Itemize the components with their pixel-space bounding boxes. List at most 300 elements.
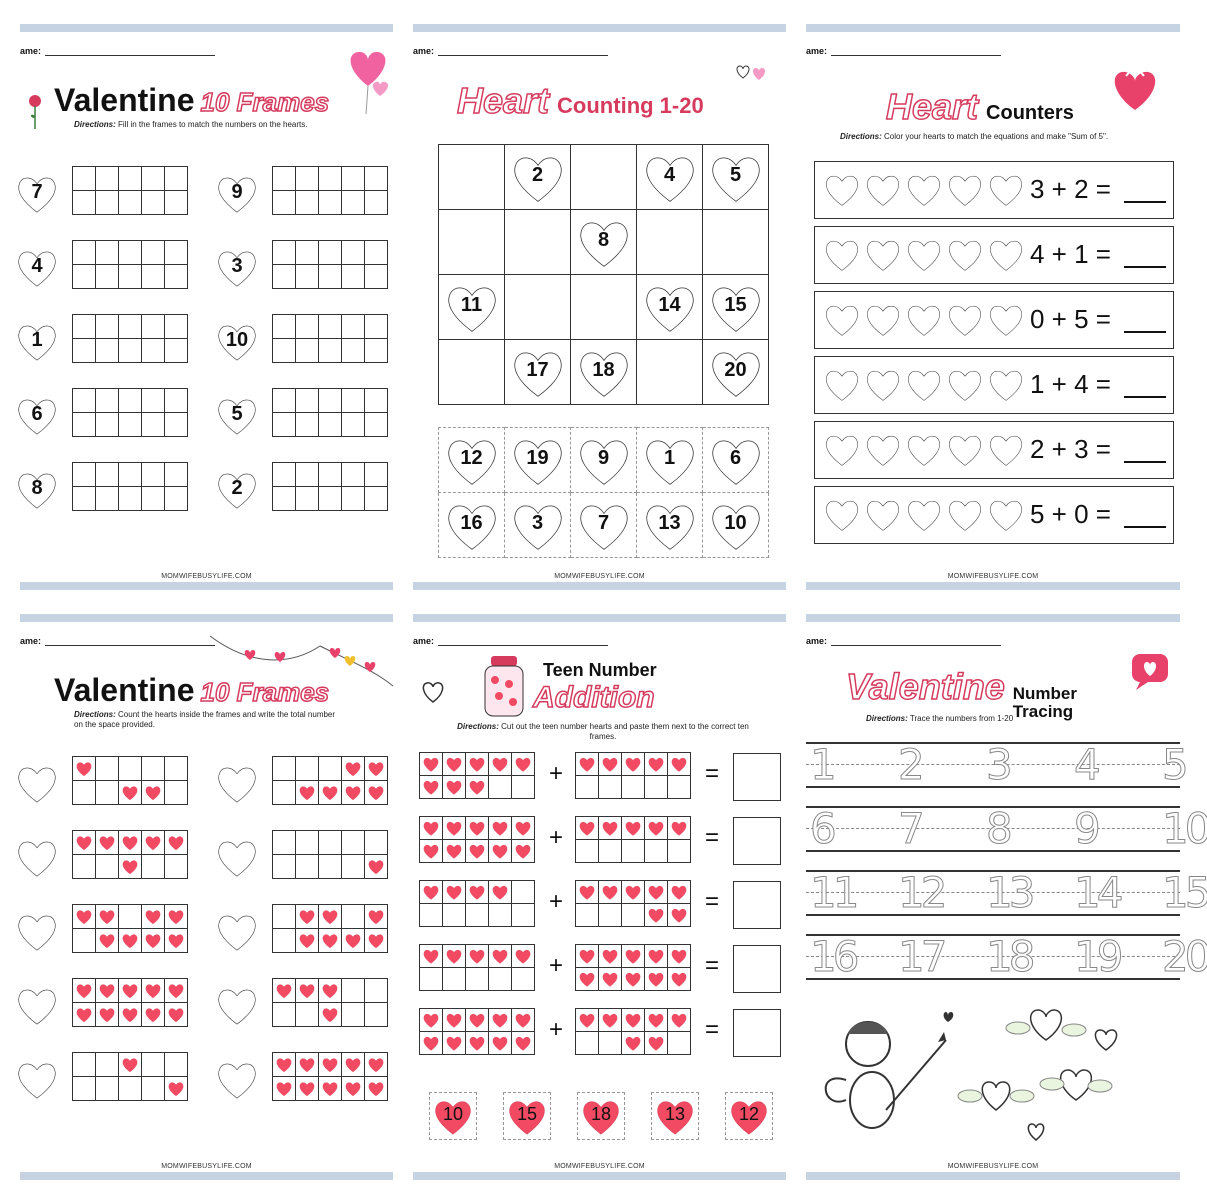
colorable-heart-icon[interactable] xyxy=(904,301,944,337)
cutout-number: 6 xyxy=(729,447,742,469)
filled-heart-icon xyxy=(445,778,463,796)
title-valentine: Valentine xyxy=(54,672,195,708)
directions xyxy=(74,710,344,730)
plus-sign: + xyxy=(549,888,564,915)
filled-heart-icon xyxy=(121,857,139,876)
colorable-heart-icon[interactable] xyxy=(822,301,862,337)
filled-heart-icon xyxy=(647,1034,665,1052)
answer-blank[interactable] xyxy=(1124,526,1166,528)
filled-heart-icon xyxy=(578,819,596,837)
directions xyxy=(74,120,374,130)
ten-frame xyxy=(575,880,691,927)
filled-heart-icon xyxy=(144,1005,162,1024)
filled-heart-icon xyxy=(121,1005,139,1024)
answer-box[interactable] xyxy=(733,817,781,865)
title-heart: Heart xyxy=(457,80,550,121)
cutout-number: 3 xyxy=(531,512,544,534)
filled-heart-icon xyxy=(601,819,619,837)
tracing-number[interactable]: 11 xyxy=(810,868,856,917)
filled-heart-icon xyxy=(98,931,116,950)
equation-text: 1 + 4 = xyxy=(1030,369,1111,399)
filled-heart-icon xyxy=(344,759,362,778)
filled-heart-icon xyxy=(121,1055,139,1074)
number-grid xyxy=(438,144,769,405)
ten-frame xyxy=(72,830,188,879)
filled-heart-icon xyxy=(275,981,293,1000)
filled-heart-icon xyxy=(670,755,688,773)
filled-heart-icon xyxy=(670,906,688,924)
filled-heart-icon xyxy=(75,759,93,778)
colorable-heart-icon[interactable] xyxy=(822,431,862,467)
filled-heart-icon xyxy=(144,981,162,1000)
colorable-heart-icon[interactable] xyxy=(822,236,862,272)
tracing-number[interactable]: 10 xyxy=(1162,804,1207,853)
filled-heart-icon xyxy=(670,947,688,965)
filled-heart-icon xyxy=(275,1079,293,1098)
ten-frame xyxy=(272,240,388,289)
answer-blank[interactable] xyxy=(1124,266,1166,268)
filled-heart-icon xyxy=(422,883,440,901)
footer: MOMWIFEBUSYLIFE.COM xyxy=(161,1163,252,1170)
colorable-heart-icon[interactable] xyxy=(986,366,1026,402)
heart-number: 2 xyxy=(231,477,243,499)
filled-heart-icon xyxy=(167,907,185,926)
heart-jar-icon xyxy=(479,654,529,720)
bottom-bar xyxy=(20,1172,393,1180)
directions-label: Directions: xyxy=(457,722,499,731)
grid-number: 11 xyxy=(460,294,483,316)
outline-heart-icon xyxy=(419,680,447,704)
colorable-heart-icon[interactable] xyxy=(986,301,1026,337)
directions-text: Trace the numbers from 1-20 xyxy=(909,714,1014,723)
ten-frame xyxy=(575,944,691,991)
top-bar xyxy=(806,614,1180,622)
answer-heart-icon[interactable] xyxy=(14,1058,60,1100)
colorable-heart-icon[interactable] xyxy=(863,496,903,532)
colorable-heart-icon[interactable] xyxy=(904,366,944,402)
filled-heart-icon xyxy=(514,1011,532,1029)
colorable-heart-icon[interactable] xyxy=(863,366,903,402)
directions-text: Color your hearts to match the equations and make "Sum of 5". xyxy=(884,132,1109,141)
bottom-bar xyxy=(413,582,786,590)
filled-heart-icon xyxy=(647,947,665,965)
filled-heart-icon xyxy=(445,1034,463,1052)
filled-heart-icon xyxy=(468,819,486,837)
tracing-number[interactable]: 6 xyxy=(810,804,837,853)
filled-heart-icon xyxy=(422,755,440,773)
filled-heart-icon xyxy=(468,1011,486,1029)
name-label: ame: xyxy=(20,46,42,56)
answer-heart-icon[interactable] xyxy=(214,836,260,878)
heart-number: 10 xyxy=(225,329,249,351)
footer: MOMWIFEBUSYLIFE.COM xyxy=(947,1163,1039,1170)
tracing-number[interactable]: 15 xyxy=(1162,868,1207,917)
answer-heart-icon[interactable] xyxy=(14,910,60,952)
title-counting: Counting 1-20 xyxy=(557,93,704,118)
colorable-heart-icon[interactable] xyxy=(904,431,944,467)
filled-heart-icon xyxy=(344,1055,362,1074)
grid-number: 20 xyxy=(724,359,747,381)
equation-text: 0 + 5 = xyxy=(1030,304,1111,334)
tracing-number[interactable]: 12 xyxy=(898,868,944,917)
answer-heart-icon[interactable] xyxy=(214,762,260,804)
filled-heart-icon xyxy=(121,783,139,802)
filled-heart-icon xyxy=(468,883,486,901)
filled-heart-icon xyxy=(98,833,116,852)
filled-heart-icon xyxy=(647,819,665,837)
colorable-heart-icon[interactable] xyxy=(863,236,903,272)
ten-frame xyxy=(419,816,535,863)
directions-text: Fill in the frames to match the numbers on the hearts. xyxy=(118,120,308,129)
footer: MOMWIFEBUSYLIFE.COM xyxy=(554,573,645,580)
ten-frame xyxy=(272,756,388,805)
ten-frame xyxy=(72,314,188,363)
grid-number: 2 xyxy=(531,164,544,186)
filled-heart-icon xyxy=(298,1079,316,1098)
bottom-bar xyxy=(806,1172,1180,1180)
top-bar xyxy=(20,614,393,622)
colorable-heart-icon[interactable] xyxy=(822,171,862,207)
filled-heart-icon xyxy=(601,1011,619,1029)
filled-heart-icon xyxy=(514,947,532,965)
filled-heart-icon xyxy=(167,1005,185,1024)
filled-heart-icon xyxy=(468,842,486,860)
filled-heart-icon xyxy=(491,819,509,837)
bottom-bar xyxy=(413,1172,786,1180)
ten-frame xyxy=(419,880,535,927)
tracing-number[interactable]: 16 xyxy=(810,932,856,981)
name-field xyxy=(413,636,608,646)
filled-heart-icon xyxy=(491,1011,509,1029)
filled-heart-icon xyxy=(344,783,362,802)
cutout-number: 1 xyxy=(663,447,676,469)
filled-heart-icon xyxy=(167,931,185,950)
filled-heart-icon xyxy=(647,883,665,901)
worksheet-valentine-number-tracing xyxy=(806,614,1207,1180)
top-bar xyxy=(806,24,1180,32)
filled-heart-icon xyxy=(578,970,596,988)
filled-heart-icon xyxy=(578,883,596,901)
filled-heart-icon xyxy=(167,981,185,1000)
title-teen-number: Teen Number xyxy=(543,660,657,680)
filled-heart-icon xyxy=(670,883,688,901)
equals-sign: = xyxy=(705,760,720,787)
filled-heart-icon xyxy=(422,1034,440,1052)
filled-heart-icon xyxy=(624,883,642,901)
filled-heart-icon xyxy=(445,883,463,901)
filled-heart-icon xyxy=(670,819,688,837)
filled-heart-icon xyxy=(624,755,642,773)
name-field xyxy=(20,636,215,646)
footer: MOMWIFEBUSYLIFE.COM xyxy=(161,573,252,580)
worksheet-heart-counting xyxy=(413,24,786,590)
filled-heart-icon xyxy=(514,819,532,837)
answer-blank[interactable] xyxy=(1124,201,1166,203)
filled-heart-icon xyxy=(491,755,509,773)
filled-heart-icon xyxy=(624,970,642,988)
tracing-number[interactable]: 1 xyxy=(810,740,837,789)
colorable-heart-icon[interactable] xyxy=(822,366,862,402)
colorable-heart-icon[interactable] xyxy=(945,496,985,532)
answer-blank[interactable] xyxy=(1124,461,1166,463)
plus-sign: + xyxy=(549,824,564,851)
tracing-number[interactable]: 19 xyxy=(1074,932,1120,981)
directions-text: Count the hearts inside the frames and write the total number on the space provided. xyxy=(74,710,336,729)
filled-heart-icon xyxy=(445,947,463,965)
cutout-number: 15 xyxy=(516,1104,538,1124)
answer-box[interactable] xyxy=(733,1009,781,1057)
filled-heart-icon xyxy=(344,931,362,950)
answer-heart-icon[interactable] xyxy=(214,910,260,952)
filled-heart-icon xyxy=(344,1079,362,1098)
filled-heart-icon xyxy=(144,907,162,926)
heart-number: 6 xyxy=(31,403,43,425)
name-label: ame: xyxy=(20,636,42,646)
cutout-number: 12 xyxy=(460,447,483,469)
filled-heart-icon xyxy=(275,1055,293,1074)
heart-number: 8 xyxy=(31,477,43,499)
ten-frame xyxy=(272,904,388,953)
tracing-number[interactable]: 18 xyxy=(986,932,1032,981)
name-label: ame: xyxy=(806,46,828,56)
filled-heart-icon xyxy=(647,970,665,988)
worksheet-teen-number-addition xyxy=(413,614,786,1180)
filled-heart-icon xyxy=(578,947,596,965)
filled-heart-icon xyxy=(367,1079,385,1098)
filled-heart-icon xyxy=(98,1005,116,1024)
filled-heart-icon xyxy=(144,833,162,852)
equals-sign: = xyxy=(705,888,720,915)
answer-blank[interactable] xyxy=(1124,331,1166,333)
colorable-heart-icon[interactable] xyxy=(863,301,903,337)
filled-heart-icon xyxy=(422,778,440,796)
colorable-heart-icon[interactable] xyxy=(945,431,985,467)
filled-heart-icon xyxy=(491,1034,509,1052)
colorable-heart-icon[interactable] xyxy=(904,171,944,207)
colorable-heart-icon[interactable] xyxy=(904,496,944,532)
directions xyxy=(453,722,753,742)
plus-sign: + xyxy=(549,952,564,979)
tracing-number[interactable]: 14 xyxy=(1074,868,1120,917)
title-tracing: Tracing xyxy=(1012,702,1074,721)
tracing-number[interactable]: 3 xyxy=(986,740,1013,789)
colorable-heart-icon[interactable] xyxy=(945,236,985,272)
filled-heart-icon xyxy=(624,947,642,965)
filled-heart-icon xyxy=(321,1079,339,1098)
filled-heart-icon xyxy=(75,981,93,1000)
tracing-number[interactable]: 5 xyxy=(1162,740,1189,789)
ten-frame xyxy=(272,166,388,215)
filled-heart-icon xyxy=(367,931,385,950)
ten-frame xyxy=(419,944,535,991)
directions-label: Directions: xyxy=(74,710,116,719)
bottom-bar xyxy=(20,582,393,590)
answer-box[interactable] xyxy=(733,945,781,993)
colorable-heart-icon[interactable] xyxy=(945,171,985,207)
ten-frame xyxy=(72,1052,188,1101)
answer-heart-icon[interactable] xyxy=(214,984,260,1026)
heart-number: 1 xyxy=(31,329,43,351)
filled-heart-icon xyxy=(422,842,440,860)
ten-frame xyxy=(72,240,188,289)
tracing-number[interactable]: 2 xyxy=(898,740,925,789)
filled-heart-icon xyxy=(121,931,139,950)
answer-heart-icon[interactable] xyxy=(14,762,60,804)
filled-heart-icon xyxy=(601,755,619,773)
answer-heart-icon[interactable] xyxy=(14,984,60,1026)
tracing-number[interactable]: 4 xyxy=(1074,740,1101,789)
answer-heart-icon[interactable] xyxy=(214,1058,260,1100)
tracing-number[interactable]: 7 xyxy=(898,804,925,853)
filled-heart-icon xyxy=(367,907,385,926)
filled-heart-icon xyxy=(445,755,463,773)
cutout-number: 10 xyxy=(442,1104,464,1124)
cutout-number: 16 xyxy=(460,512,483,534)
equals-sign: = xyxy=(705,952,720,979)
filled-heart-icon xyxy=(670,1011,688,1029)
filled-heart-icon xyxy=(468,778,486,796)
title-10-frames: 10 Frames xyxy=(200,677,330,707)
answer-blank[interactable] xyxy=(1124,396,1166,398)
equation-text: 2 + 3 = xyxy=(1030,434,1111,464)
directions-text: Cut out the teen number hearts and paste them next to the correct ten frames. xyxy=(501,722,749,741)
filled-heart-icon xyxy=(491,947,509,965)
filled-heart-icon xyxy=(514,842,532,860)
equation-text: 3 + 2 = xyxy=(1030,174,1111,204)
colorable-heart-icon[interactable] xyxy=(986,496,1026,532)
cutout-number: 9 xyxy=(597,447,610,469)
ten-frame xyxy=(272,314,388,363)
tracing-number[interactable]: 17 xyxy=(898,932,944,981)
tracing-number[interactable]: 9 xyxy=(1074,804,1101,853)
directions xyxy=(840,132,1176,142)
filled-heart-icon xyxy=(422,1011,440,1029)
ten-frame xyxy=(575,816,691,863)
colorable-heart-icon[interactable] xyxy=(863,171,903,207)
name-field xyxy=(20,46,215,56)
top-bar xyxy=(413,614,786,622)
ten-frame xyxy=(575,1008,691,1055)
directions-label: Directions: xyxy=(74,120,116,129)
title-heart: Heart xyxy=(886,86,979,127)
filled-heart-icon xyxy=(298,907,316,926)
colorable-heart-icon[interactable] xyxy=(986,431,1026,467)
filled-heart-icon xyxy=(491,883,509,901)
answer-box[interactable] xyxy=(733,881,781,929)
colorable-heart-icon[interactable] xyxy=(822,496,862,532)
filled-heart-icon xyxy=(367,759,385,778)
title-valentine: Valentine xyxy=(846,666,1005,707)
footer: MOMWIFEBUSYLIFE.COM xyxy=(947,573,1039,580)
grid-number: 18 xyxy=(592,359,615,381)
filled-heart-icon xyxy=(578,755,596,773)
directions-label: Directions: xyxy=(840,132,882,141)
colorable-heart-icon[interactable] xyxy=(904,236,944,272)
filled-heart-icon xyxy=(468,755,486,773)
equation-text: 4 + 1 = xyxy=(1030,239,1111,269)
filled-heart-icon xyxy=(321,1055,339,1074)
title-valentine: Valentine xyxy=(54,82,195,118)
colorable-heart-icon[interactable] xyxy=(945,366,985,402)
heart-number: 3 xyxy=(231,255,243,277)
filled-heart-icon xyxy=(601,883,619,901)
filled-heart-icon xyxy=(167,833,185,852)
gift-box-icon xyxy=(1104,64,1166,114)
ten-frame xyxy=(419,752,535,799)
footer: MOMWIFEBUSYLIFE.COM xyxy=(554,1163,645,1170)
name-field xyxy=(806,46,1001,56)
heart-balloons-icon xyxy=(338,46,398,116)
grid-number: 17 xyxy=(526,359,549,381)
tracing-number[interactable]: 8 xyxy=(986,804,1013,853)
filled-heart-icon xyxy=(321,783,339,802)
name-label: ame: xyxy=(806,636,828,646)
filled-heart-icon xyxy=(624,1011,642,1029)
colorable-heart-icon[interactable] xyxy=(945,301,985,337)
cutout-number: 13 xyxy=(664,1104,686,1124)
cutout-number: 7 xyxy=(597,512,610,534)
filled-heart-icon xyxy=(298,931,316,950)
plus-sign: + xyxy=(549,1016,564,1043)
heart-number: 4 xyxy=(31,255,43,277)
cutout-number: 19 xyxy=(526,447,549,469)
directions-label: Directions: xyxy=(866,714,908,723)
colorable-heart-icon[interactable] xyxy=(986,171,1026,207)
filled-heart-icon xyxy=(514,1034,532,1052)
ten-frame xyxy=(272,388,388,437)
colorable-heart-icon[interactable] xyxy=(863,431,903,467)
filled-heart-icon xyxy=(75,1005,93,1024)
ten-frame xyxy=(72,388,188,437)
filled-heart-icon xyxy=(367,857,385,876)
grid-number: 4 xyxy=(663,164,676,186)
answer-box[interactable] xyxy=(733,753,781,801)
filled-heart-icon xyxy=(468,1034,486,1052)
ten-frame xyxy=(72,166,188,215)
heart-number: 7 xyxy=(31,181,43,203)
filled-heart-icon xyxy=(144,783,162,802)
filled-heart-icon xyxy=(647,1011,665,1029)
answer-heart-icon[interactable] xyxy=(14,836,60,878)
ten-frame xyxy=(272,462,388,511)
filled-heart-icon xyxy=(445,819,463,837)
tracing-number[interactable]: 20 xyxy=(1162,932,1207,981)
title-10-frames: 10 Frames xyxy=(200,87,330,117)
filled-heart-icon xyxy=(321,981,339,1000)
worksheet-heart-counters xyxy=(806,24,1180,590)
ten-frame xyxy=(272,1052,388,1101)
ten-frame xyxy=(72,462,188,511)
bottom-bar xyxy=(806,582,1180,590)
small-hearts-decoration-icon xyxy=(729,64,779,94)
ten-frame xyxy=(72,904,188,953)
name-field xyxy=(413,46,608,56)
tracing-number[interactable]: 13 xyxy=(986,868,1032,917)
filled-heart-icon xyxy=(422,819,440,837)
filled-heart-icon xyxy=(167,1079,185,1098)
colorable-heart-icon[interactable] xyxy=(986,236,1026,272)
cutout-number: 12 xyxy=(738,1104,760,1124)
equals-sign: = xyxy=(705,824,720,851)
title-number: Number xyxy=(1012,684,1077,703)
filled-heart-icon xyxy=(121,981,139,1000)
filled-heart-icon xyxy=(75,833,93,852)
ten-frame xyxy=(72,978,188,1027)
filled-heart-icon xyxy=(298,1055,316,1074)
filled-heart-icon xyxy=(422,947,440,965)
top-bar xyxy=(413,24,786,32)
flying-hearts-illustration-icon xyxy=(956,1000,1176,1150)
